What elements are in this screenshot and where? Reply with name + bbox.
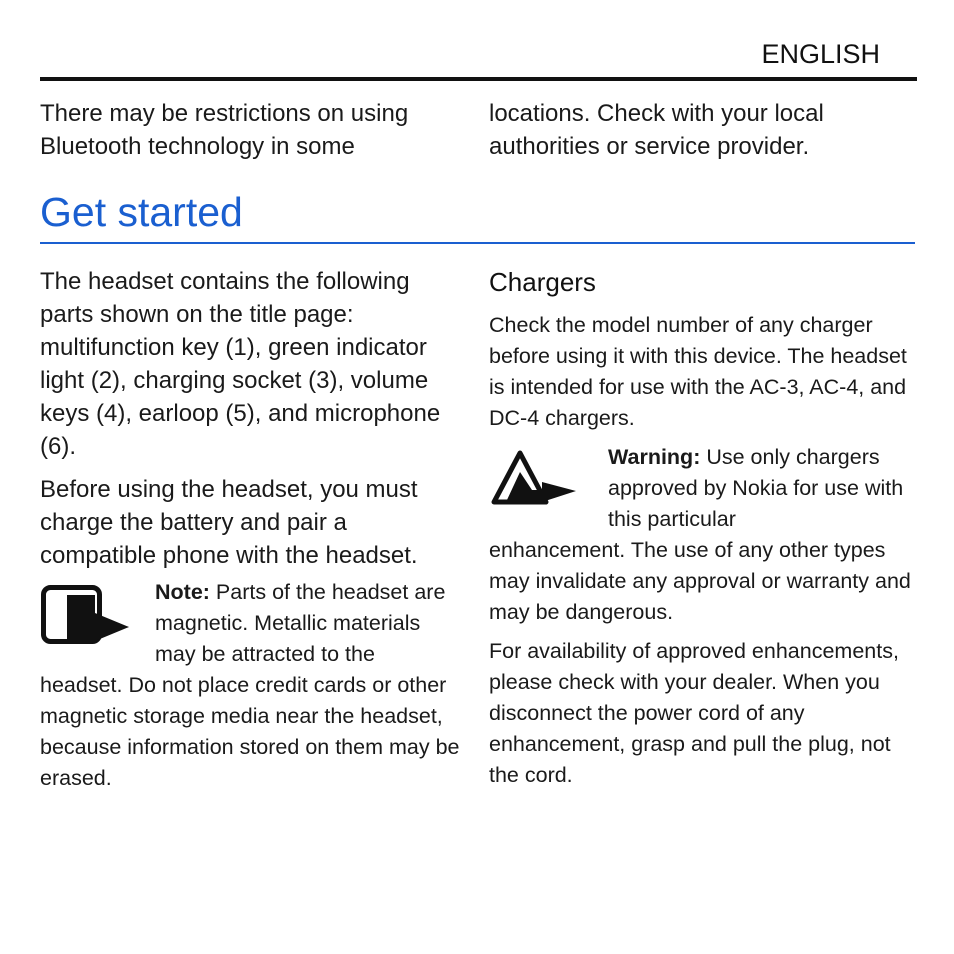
charger-model-paragraph: Check the model number of any charger before using it with this device. The headset is intended for use with the AC-3, AC-4, and DC-4 chargers.: [489, 313, 907, 430]
warning-icon: [490, 450, 580, 512]
note-icon: [41, 585, 131, 649]
warning-text-start: Use only chargers approved by Nokia for use with this particular: [608, 445, 904, 531]
availability-paragraph: For availability of approved enhancements, please check with your dealer. When you disconnect the power cord of any enhancement, grasp and pull the plug, not the cord.: [489, 639, 899, 787]
intro-right-text: locations. Check with your local authorities or service provider.: [489, 100, 824, 160]
chargers-heading: Chargers: [489, 267, 596, 297]
warning-float-block: [608, 442, 913, 535]
note-text-rest: headset. Do not place credit cards or other magnetic storage media near the headset, because information stored on them may be erased.: [40, 673, 460, 790]
note-float-block: [155, 577, 465, 670]
note-label: Note:: [155, 580, 210, 604]
page-language-label: ENGLISH: [761, 39, 880, 69]
parts-paragraph: The headset contains the following parts shown on the title page: multifunction key (1), green indicator light (2), charging socket (3), volume keys (4), earloop (5), and microphone (6).: [40, 268, 441, 460]
header-divider: [40, 77, 917, 81]
note-continued-block: [40, 670, 465, 794]
note-text-start: Parts of the headset are magnetic. Metallic materials may be attracted to the: [155, 580, 446, 666]
warning-text-rest: enhancement. The use of any other types may invalidate any approval or warranty and may be dangerous.: [489, 538, 911, 624]
right-column: [489, 266, 914, 434]
warning-label: Warning:: [608, 445, 701, 469]
section-title-divider: [40, 242, 915, 244]
before-use-paragraph: Before using the headset, you must charge the battery and pair a compatible phone with the headset.: [40, 476, 418, 569]
intro-left-column: [40, 97, 450, 163]
intro-right-column: [489, 97, 899, 163]
section-title: Get started: [40, 189, 243, 235]
intro-left-text: There may be restrictions on using Bluetooth technology in some: [40, 100, 409, 160]
left-column: [40, 265, 465, 572]
warning-continued-block: [489, 535, 919, 791]
